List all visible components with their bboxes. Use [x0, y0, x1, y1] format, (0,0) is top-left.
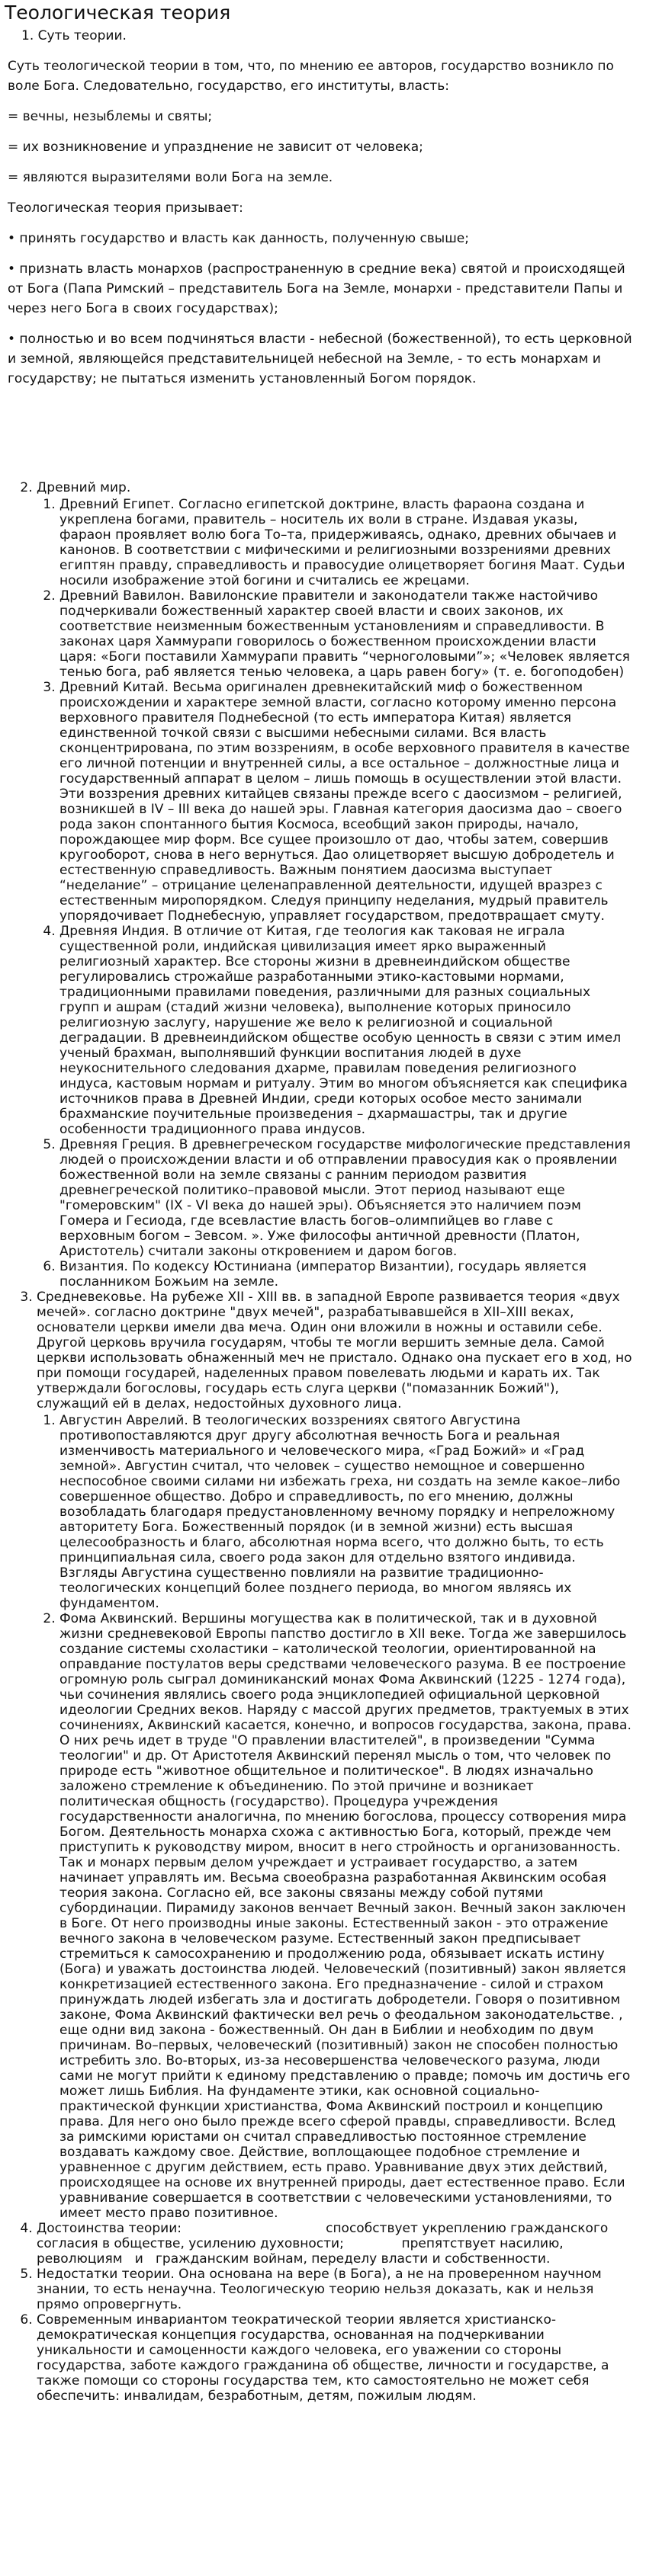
sub-item-text: Древняя Греция. В древнегреческом государстве мифологические представления людей о происхождении власти и об отправлении правосудия как о проявлении божественной воли на земле связаны с ранним периодом развития древнегреческой политико–правовой мысли. Этот период называют еще "гомеровским" (IX - VI века до нашей эры). Объясняется это наличием поэм Гомера и Гесиода, где всевластие власть богов–олимпийцев во главе с верховным богом – Зевсом. ». Уже философы античной древности (Платон, Аристотель) считали законы откровением и даром богов. [59, 1137, 631, 1259]
sub-item-text: Древняя Индия. В отличие от Китая, где теология как таковая не играла существенной роли, индийская цивилизация имеет ярко выраженный религиозный характер. Все стороны жизни в древнеиндийском обществе регулировались строжайше разработанными этико-кастовыми нормами, традиционными правилами поведения, различными для разных социальных групп и ашрам (стадий жизни человека), выполнение которых приносило религиозную заслугу, нарушение же вело к религиозной и социальной деградации. В древнеиндийском обществе особую ценность в связи с этим имел ученый брахман, выполнявший функции воспитания людей в духе неукоснительного следования дхарме, правилам поведения религиозного индуса, кастовым нормам и ритуалу. Этим во многом объясняется как специфика источников права в Древней Индии, среди которых особое место занимали брахманские поучительные произведения – дхармашастры, так и другие особенности традиционного права индусов. [59, 924, 628, 1137]
sub-list-item [59, 1259, 632, 1290]
sub-item-text: Древний Китай. Весьма оригинален древнекитайский миф о божественном происхождении и характере земной власти, согласно которому именно персона верховного правителя Поднебесной (то есть императора Китая) является единственной точкой связи с высшими небесными силами. Вся власть сконцентрирована, по этим воззрениям, в особе верховного правителя в качестве его личной потенции и внутренней силы, а все остальное – должностные лица и государственный аппарат в целом – лишь помощь в осуществлении этой власти. Эти воззрения древних китайцев связаны прежде всего с даосизмом – религией, возникшей в IV – III века до нашей эры. Главная категория даосизма дао – своего рода закон спонтанного бытия Космоса, всеобщий закон природы, начало, порождающее мир форм. Все сущее произошло от дао, чтобы затем, совершив кругооборот, снова в него вернуться. Дао олицетворяет высшую добродетель и естественную справедливость. Важным понятием даосизма выступает “неделание” – отрицание целенаправленной деятельности, идущей вразрез с естественным миропорядком. Следуя принципу неделания, мудрый правитель упорядочивает Поднебесную, управляет государством, предотвращает смуту. [59, 680, 630, 924]
list-item-text: 6. Современным инвариантом теократической теории является христианско-демократическая концепция государства, основанная на подчеркивании уникальности и самоценности каждого человека, его уважении со стороны государства, заботе каждого гражданина об обществе, личности и государстве, а также помощи со стороны государства тем, кто самостоятельно не может себя обеспечить: инвалидам, безработным, детям, пожилым людям. [37, 2312, 609, 2404]
numbered-list [0, 480, 646, 2404]
sub-list-item [59, 1137, 632, 1259]
sub-list-item [59, 924, 632, 1137]
list-item [37, 2221, 632, 2267]
sub-list [37, 1413, 632, 2221]
intro-block [0, 56, 646, 389]
list-item-text: 4. Достоинства теории: способствует укреплению гражданского согласия в обществе, усилению духовности; препятствует насилию, революциям и гражданским войнам, переделу власти и собственности. [37, 2221, 612, 2267]
intro-bullet: • полностью и во всем подчиняться власти - небесной (божественной), то есть церковной и земной, являющейся представительницей небесной на Земле, - то есть монархам и государству; не пытаться изменить установленный Богом порядок. [8, 332, 632, 386]
intro-point: = их возникновение и упразднение не зависит от человека; [8, 139, 423, 155]
list-item [37, 1290, 632, 2221]
intro-bullet: • признать власть монархов (распространенную в средние века) святой и происходящей от Бога (Папа Римский – представитель Бога на Земле, монархи - представители Папы и через него Бога в своих государствах); [8, 261, 625, 316]
section-heading: 1. Суть теории. [21, 28, 127, 43]
intro-paragraph: Суть теологической теории в том, что, по мнению ее авторов, государство возникло по воле Бога. Следовательно, государство, его институты, власть: [8, 59, 614, 94]
sub-list-item [59, 680, 632, 924]
sub-list-item [59, 1611, 632, 2221]
page-title: Теологическая теория [5, 2, 231, 24]
list-item-text: 3. Средневековье. На рубеже XII - XIII вв. в западной Европе развивается теория «двух мечей». согласно доктрине "двух мечей", разрабатывавшейся в XII–XIII веках, основатели церкви имели два меча. Один они вложили в ножны и оставили себе. Другой церковь вручила государям, чтобы те могли вершить земные дела. Самой церкви использовать обнаженный меч не пристало. Однако она пускает его в ход, но при помощи государей, наделенных правом повелевать людьми и карать их. Так утверждали богословы, государь есть слуга церкви ("помазанник Божий"), служащий ей в делах, недостойных духовного лица. [37, 1290, 632, 1411]
list-item [37, 480, 632, 1290]
sub-list-item [59, 497, 632, 588]
sub-item-text: Фома Аквинский. Вершины могущества как в политической, так и в духовной жизни средневековой Европы папство достигло в XII веке. Тогда же завершилось создание системы схоластики – католической теологии, ориентированной на оправдание постулатов веры средствами человеческого разума. В ее построение огромную роль сыграл доминиканский монах Фома Аквинский (1225 - 1274 года), чьи сочинения являлись своего рода энциклопедией официальной церковной идеологии Средних веков. Наряду с массой других предметов, трактуемых в этих сочинениях, Аквинский касается, конечно, и вопросов государства, закона, права. О них речь идет в труде "О правлении властителей", в произведении "Сумма теологии" и др. От Аристотеля Аквинский перенял мысль о том, что человек по природе есть "животное общительное и политическое". В людях изначально заложено стремление к объединению. По этой причине и возникает политическая общность (государство). Процедура учреждения государственности аналогична, по мнению богослова, процессу сотворения мира Богом. Деятельность монарха схожа с активностью Бога, который, прежде чем приступить к руководству миром, вносит в него стройность и организованность. Так и монарх первым делом учреждает и устраивает государство, а затем начинает управлять им. Весьма своеобразна разработанная Аквинским особая теория закона. Согласно ей, все законы связаны между собой путями субординации. Пирамиду законов венчает Вечный закон. Вечный закон заключен в Боге. От него производны иные законы. Естественный закон - это отражение вечного закона в человеческом разуме. Естественный закон предписывает стремиться к самосохранению и продолжению рода, обязывает искать истину (Бога) и уважать достоинства людей. Человеческий (позитивный) закон является конкретизацией естественного закона. Его предназначение - силой и страхом принуждать людей избегать зла и достигать добродетели. Говоря о позитивном законе, Фома Аквинский фактически вел речь о феодальном законодательстве. , еще одни вид закона - божественный. Он дан в Библии и необходим по двум причинам. Во–первых, человеческий (позитивный) закон не способен полностью истребить зло. Во-вторых, из-за несовершенства человеческого разума, люди сами не могут прийти к единому представлению о правде; помочь им достичь его может лишь Библия. На фундаменте этики, как основной социально-практической функции христианства, Фома Аквинский построил и концепцию права. Для него оно было прежде всего сферой правды, справедливости. Вслед за римскими юристами он считал справедливостью постоянное стремление воздавать каждому свое. Действие, воплощающее подобное стремление и уравненное с другим действием, есть право. Уравнивание двух этих действий, происходящее на основе их внутренней природы, дает естественное право. Если уравнивание совершается в соответствии с человеческими установлениями, то имеет место право позитивное. [59, 1611, 632, 2221]
sub-item-text: Древний Египет. Согласно египетской доктрине, власть фараона создана и укреплена богами, правитель – носитель их воли в стране. Издавая указы, фараон проявляет волю бога То–та, придерживаясь, однако, древних обычаев и канонов. В соответствии с мифическими и религиозными воззрениями древних египтян правду, справедливость и правосудие олицетворяет богиня Маат. Судьи носили изображение этой богини и считались ее жрецами. [59, 497, 625, 588]
intro-bullet: • принять государство и власть как данность, полученную свыше; [8, 231, 469, 246]
sub-item-text: Византия. По кодексу Юстиниана (император Византии), государь является посланником Божьим на земле. [59, 1259, 587, 1290]
sub-list [37, 497, 632, 1290]
intro-heading: Теологическая теория призывает: [8, 200, 243, 216]
intro-point: = являются выразителями воли Бога на земле. [8, 170, 333, 185]
sub-list-item [59, 588, 632, 680]
list-item [37, 2312, 632, 2404]
list-item-text: 2. Древний мир. [37, 480, 131, 495]
sub-item-text: Древний Вавилон. Вавилонские правители и законодатели также настойчиво подчеркивали божественный характер своей власти и своих законов, их соответствие неизменным божественным установлениям и справедливости. В законах царя Хаммурапи говорилось о божественном происхождении власти царя: «Боги поставили Хаммурапи править “черноголовыми”»; «Человек является тенью бога, раб является тенью человека, а царь равен богу» (т. е. богоподобен) [59, 588, 630, 680]
list-item-text: 5. Недостатки теории. Она основана на вере (в Бога), а не на проверенном научном знании, то есть ненаучна. Теологическую теорию нельзя доказать, как и нельзя прямо опровергнуть. [37, 2267, 602, 2312]
sub-list-item [59, 1413, 632, 1611]
intro-point: = вечны, незыблемы и святы; [8, 109, 213, 124]
sub-item-text: Августин Аврелий. В теологических воззрениях святого Августина противопоставляются друг другу абсолютная вечность Бога и реальная изменчивость материального и человеческого мира, «Град Божий» и «Град земной». Августин считал, что человек – существо немощное и совершенно неспособное своими силами ни избежать греха, ни создать на земле какое–либо совершенное общество. Добро и справедливость, по его мнению, должны возобладать благодаря предустановленному вечному порядку и непреложному авторитету Бога. Божественный порядок (и в земной жизни) есть высшая целесообразность и благо, абсолютная норма всего, что должно быть, то есть принципиальная сила, своего рода закон для отдельно взятого индивида. Взгляды Августина существенно повлияли на развитие традиционно-теологических концепций более позднего периода, во многом являясь их фундаментом. [59, 1413, 621, 1611]
list-item [37, 2267, 632, 2312]
